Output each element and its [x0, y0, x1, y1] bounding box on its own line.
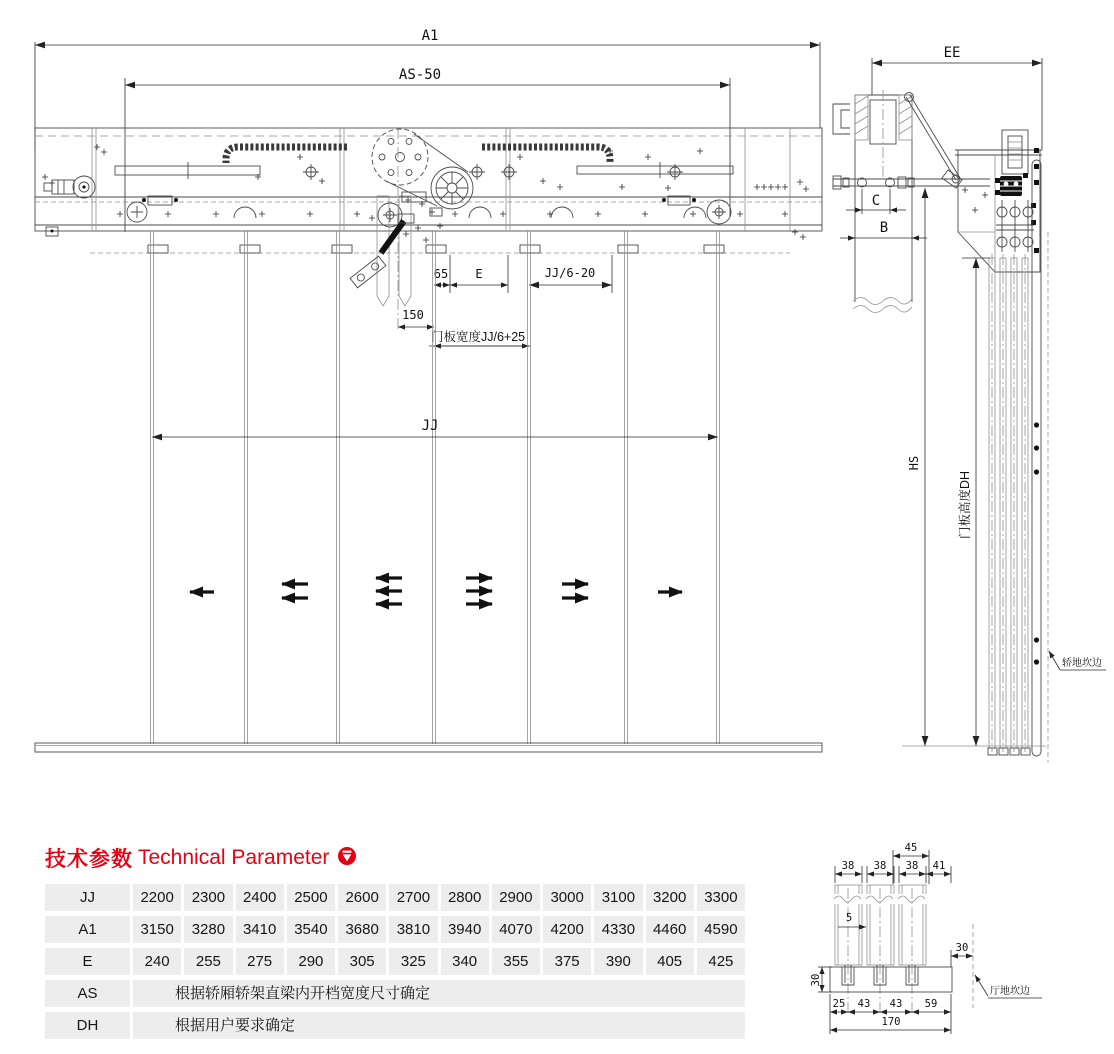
- dim-a1-label: A1: [421, 28, 439, 44]
- dim-jj-label: JJ: [421, 418, 439, 434]
- table-row-as: [45, 980, 745, 1007]
- sill-detail-drawing: [810, 842, 1042, 1034]
- dim-150-label: 150: [402, 308, 424, 322]
- row-label: A1: [45, 916, 130, 943]
- guide-shoes: [988, 748, 1030, 755]
- hall-sill-edge-label: 厅地坎边: [990, 986, 1030, 997]
- table-row-a1: A1 3150 3280 3410 3540 3680 3810 3940 4070 4200 4330 4460 4590: [45, 916, 745, 943]
- dim-ee-label: EE: [943, 45, 961, 61]
- dim-43-2-label: 43: [889, 998, 903, 1010]
- row-note: 根据用户要求确定: [133, 1012, 745, 1039]
- dim-hs-label: HS: [907, 455, 921, 471]
- dim-38-1-label: 38: [841, 860, 855, 872]
- dim-43-1-label: 43: [857, 998, 871, 1010]
- dim-panel-pitch-label: JJ/6-20: [544, 266, 596, 280]
- dim-5-label: 5: [845, 912, 853, 924]
- side-view-drawing: [833, 45, 1106, 762]
- dim-door-height-label: 门板高度DH: [958, 470, 972, 540]
- hanger-rollers: [996, 200, 1034, 252]
- dim-e-label: E: [475, 267, 483, 281]
- row-label: JJ: [45, 884, 130, 911]
- dim-c-label: C: [871, 193, 881, 209]
- dim-30-height-label: 30: [810, 973, 822, 987]
- dim-38-3-label: 38: [905, 860, 919, 872]
- dim-25-label: 25: [832, 998, 846, 1010]
- parameters-title-en: Technical Parameter: [138, 846, 330, 869]
- panel-top-links: [151, 231, 720, 253]
- dim-59-label: 59: [924, 998, 938, 1010]
- door-panels: [151, 253, 720, 744]
- car-sill-edge-label: 轿地坎边: [1062, 658, 1102, 669]
- door-panel-width-note: 门板宽度JJ/6+25: [431, 330, 526, 344]
- technical-parameters-section: [45, 843, 745, 1044]
- red-down-arrow-icon: [338, 847, 356, 870]
- dim-b-label: B: [879, 220, 889, 236]
- dim-as50-label: AS-50: [398, 67, 442, 83]
- panel-direction-arrows: [190, 578, 682, 604]
- row-label: DH: [45, 1012, 130, 1039]
- row-note: 根据轿厢轿架直梁内开档宽度尺寸确定: [133, 980, 745, 1007]
- dim-65-label: 65: [433, 267, 449, 281]
- door-hanger-plates: [148, 245, 724, 253]
- row-label: AS: [45, 980, 130, 1007]
- table-row-dh: [45, 1012, 745, 1039]
- dim-30-gap-label: 30: [955, 942, 969, 954]
- dim-41-label: 41: [932, 860, 946, 872]
- dim-170-label: 170: [881, 1016, 901, 1028]
- front-view-drawing: [35, 28, 822, 752]
- dim-38-2-label: 38: [873, 860, 887, 872]
- row-label: E: [45, 948, 130, 975]
- table-row-e: E 240 255 275 290 305 325 340 355 375 390 405 425: [45, 948, 745, 975]
- table-row-jj: JJ 2200 2300 2400 2500 2600 2700 2800 2900 3000 3100 3200 3300: [45, 884, 745, 911]
- dim-45-label: 45: [904, 842, 918, 854]
- parameters-title: [45, 843, 745, 873]
- parameters-title-cn: 技术参数: [45, 848, 133, 871]
